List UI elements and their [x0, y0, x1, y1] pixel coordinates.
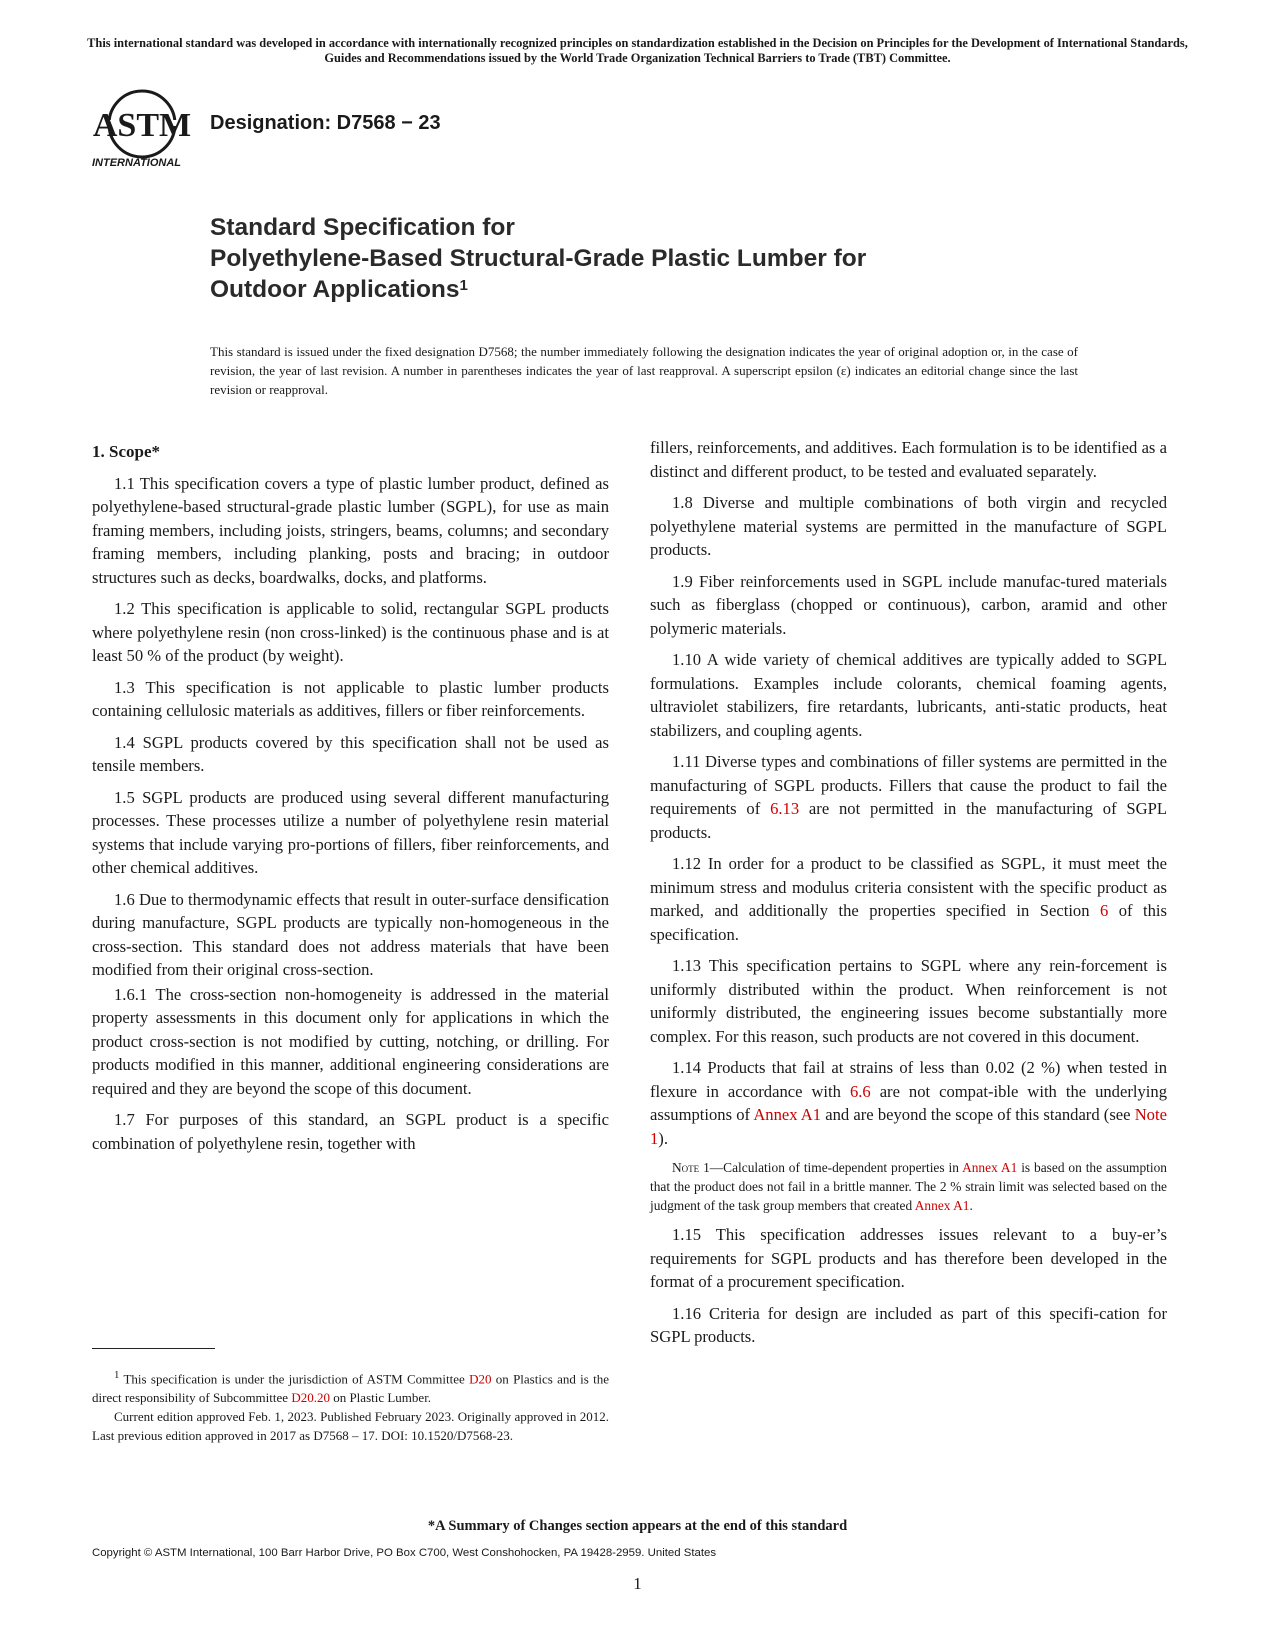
paragraph-1-12-text: 1.12 In order for a product to be classified as SGPL, it must meet the minimum stress and modulus criteria consistent with the specific product as marked, and additionally the properties specified in Section	[650, 854, 1167, 920]
paragraph-1-3: 1.3 This specification is not applicable to plastic lumber products containing cellulosic materials as additives, fillers or fiber reinforcements.	[92, 677, 609, 720]
paragraph-1-11-text: 1.11 Diverse types and combinations of filler systems are permitted in the manufacturing of SGPL products. Fillers that cause the product to fail the requirements of	[650, 752, 1167, 818]
issuance-note: This standard is issued under the fixed designation D7568; the number immediately following the designation indicates the year of original adoption or, in the case of revision, the year of last revision. A number in parentheses indicates the year of last reapproval. A superscript epsilon (ε) indicates an editorial change since the last revision or reapproval.	[210, 344, 1078, 397]
note-1	[650, 1158, 1167, 1215]
logo-caption: INTERNATIONAL	[92, 157, 182, 169]
paragraph-1-7: 1.7 For purposes of this standard, an SGPL product is a specific combination of polyethylene resin, together with	[92, 1110, 609, 1153]
paragraph-1-14	[650, 1056, 1167, 1150]
title-line-2: Polyethylene-Based Structural-Grade Plastic Lumber for	[210, 245, 867, 272]
astm-logo-icon	[92, 86, 200, 176]
paragraph-1-11	[650, 750, 1167, 844]
note-link-annex-a1[interactable]: Annex A1	[962, 1160, 1018, 1175]
paragraph-1-2: 1.2 This specification is applicable to solid, rectangular SGPL products where polyethylene resin (non cross-linked) is the continuous phase and is at least 50 % of the product (by weight).	[92, 599, 609, 665]
paragraph-1-14-text: 1.14 Products that fail at strains of less than 0.02 (2 %) when tested in flexure in accordance with	[650, 1058, 1167, 1101]
summary-of-changes-note: *A Summary of Changes section appears at the end of this standard	[427, 1518, 848, 1534]
note-text-2: is based on the assumption that the product does not fail in a brittle manner. The 2 % strain limit was selected based on the judgment of the task group members that created	[650, 1160, 1167, 1213]
paragraph-1-8: 1.8 Diverse and multiple combinations of both virgin and recycled polyethylene material systems are permitted in the manufacture of SGPL products.	[650, 493, 1167, 559]
paragraph-1-7-continued: fillers, reinforcements, and additives. Each formulation is to be identified as a distinct and different product, to be tested and evaluated separately.	[650, 438, 1167, 481]
footnote-1	[92, 1366, 609, 1445]
left-column	[92, 440, 609, 1163]
footnote-jurisdiction	[92, 1366, 609, 1407]
link-section-6[interactable]: 6	[1099, 901, 1109, 920]
astm-logo	[92, 86, 200, 176]
document-title	[210, 212, 1110, 305]
note-text-end: .	[969, 1198, 973, 1213]
note-link-annex-a1-2[interactable]: Annex A1	[914, 1198, 970, 1213]
footnote-text-2: on Plastics and is the direct responsibility of Subcommittee	[92, 1371, 610, 1406]
note-label: Note 1	[672, 1160, 710, 1175]
title-footnote-mark: 1	[459, 277, 468, 294]
paragraph-1-15: 1.15 This specification addresses issues relevant to a buy-er’s requirements for SGPL products and has therefore been developed in the format of a procurement specification.	[650, 1225, 1167, 1291]
paragraph-1-14-text-2: are not compat-ible with the underlying assumptions of	[650, 1081, 1167, 1124]
paragraph-1-1: 1.1 This specification covers a type of plastic lumber product, defined as polyethylene-based structural-grade plastic lumber (SGPL), for use as main framing members, including joists, stringers, beams, columns; and secondary framing members, including planking, posts and bracing; in outdoor structures such as decks, boardwalks, docks, and platforms.	[92, 473, 609, 587]
paragraph-1-12	[650, 852, 1167, 946]
paragraph-1-9: 1.9 Fiber reinforcements used in SGPL include manufac-tured materials such as fiberglass (chopped or continuous), carbon, aramid and other polymeric materials.	[650, 571, 1167, 638]
page-number: 1	[633, 1574, 642, 1593]
paragraph-1-11-text-end: are not permitted in the manufacturing of SGPL products.	[650, 799, 1167, 842]
title-line-3	[210, 274, 1110, 305]
footnote-divider	[92, 1348, 215, 1349]
paragraph-1-16: 1.16 Criteria for design are included as part of this specifi-cation for SGPL products.	[650, 1303, 1167, 1346]
link-annex-a1[interactable]: Annex A1	[753, 1105, 822, 1124]
astm-logo-letters: ASTM	[92, 107, 192, 144]
right-column	[650, 436, 1167, 1357]
title-line-3-text: Outdoor Applications	[210, 276, 460, 303]
paragraph-1-13: 1.13 This specification pertains to SGPL where any rein-forcement is uniformly distributed within the product. When reinforcement is not uniformly distributed, the engineering issues become substantially more complex. For this reason, such products are not covered in this document.	[650, 956, 1167, 1046]
link-d20[interactable]: D20	[469, 1371, 492, 1387]
wto-notice: This international standard was developed in accordance with internationally recognized principles on standardization established in the Decision on Principles for the Development of International Standards, Guides and Recommendations issued by the World Trade Organization Technical Barriers to Trade (TBT) Committee.	[87, 36, 1188, 65]
paragraph-1-6: 1.6 Due to thermodynamic effects that result in outer-surface densification during manufacture, SGPL products are typically non-homogeneous in the cross-section. This standard does not address materials that have been modified from their original cross-section.	[92, 889, 609, 979]
designation: Designation: D7568 − 23	[210, 112, 441, 134]
footnote-text: This specification is under the jurisdiction of ASTM Committee	[119, 1371, 470, 1387]
footnote-edition: Current edition approved Feb. 1, 2023. Published February 2023. Originally approved in 2012. Last previous edition approved in 2017 as D7568 – 17. DOI: 10.1520/D7568-23.	[92, 1409, 609, 1444]
paragraph-1-10: 1.10 A wide variety of chemical additives are typically added to SGPL formulations. Examples include colorants, chemical foaming agents, ultraviolet stabilizers, fire retardants, lubricants, anti-static products, heat stabilizers, and coupling agents.	[650, 650, 1167, 740]
paragraph-1-14-text-end: ).	[658, 1128, 668, 1148]
paragraph-1-4: 1.4 SGPL products covered by this specification shall not be used as tensile members.	[92, 732, 609, 775]
paragraph-1-6-1: 1.6.1 The cross-section non-homogeneity is addressed in the material property assessments in this document only for applications in which the product cross-section is not modified by cutting, notching, or drilling. For products modified in this manner, additional engineering considerations are required and they are beyond the scope of this document.	[92, 984, 609, 1098]
link-note-1[interactable]: Note 1	[650, 1105, 1167, 1148]
copyright: Copyright © ASTM International, 100 Barr Harbor Drive, PO Box C700, West Conshohocken, PA 19428-2959. United States	[92, 1547, 717, 1559]
paragraph-1-14-text-3: and are beyond the scope of this standard (see	[821, 1105, 1135, 1124]
title-line-1: Standard Specification for	[210, 214, 515, 241]
link-6-13[interactable]: 6.13	[770, 799, 800, 818]
footnote-text-end: on Plastic Lumber.	[329, 1390, 432, 1406]
link-d20-20[interactable]: D20.20	[291, 1390, 330, 1406]
note-text: —Calculation of time-dependent properties in	[709, 1160, 963, 1175]
section-heading-scope: 1. Scope*	[92, 442, 160, 461]
paragraph-1-5: 1.5 SGPL products are produced using several different manufacturing processes. These processes utilize a number of polyethylene resin material systems that include varying pro-portions of fillers, fiber reinforcements, and other chemical additives.	[92, 787, 609, 877]
paragraph-1-12-text-end: of this specification.	[650, 901, 1167, 944]
link-6-6[interactable]: 6.6	[849, 1081, 871, 1101]
footnote-mark: 1	[114, 1369, 120, 1381]
